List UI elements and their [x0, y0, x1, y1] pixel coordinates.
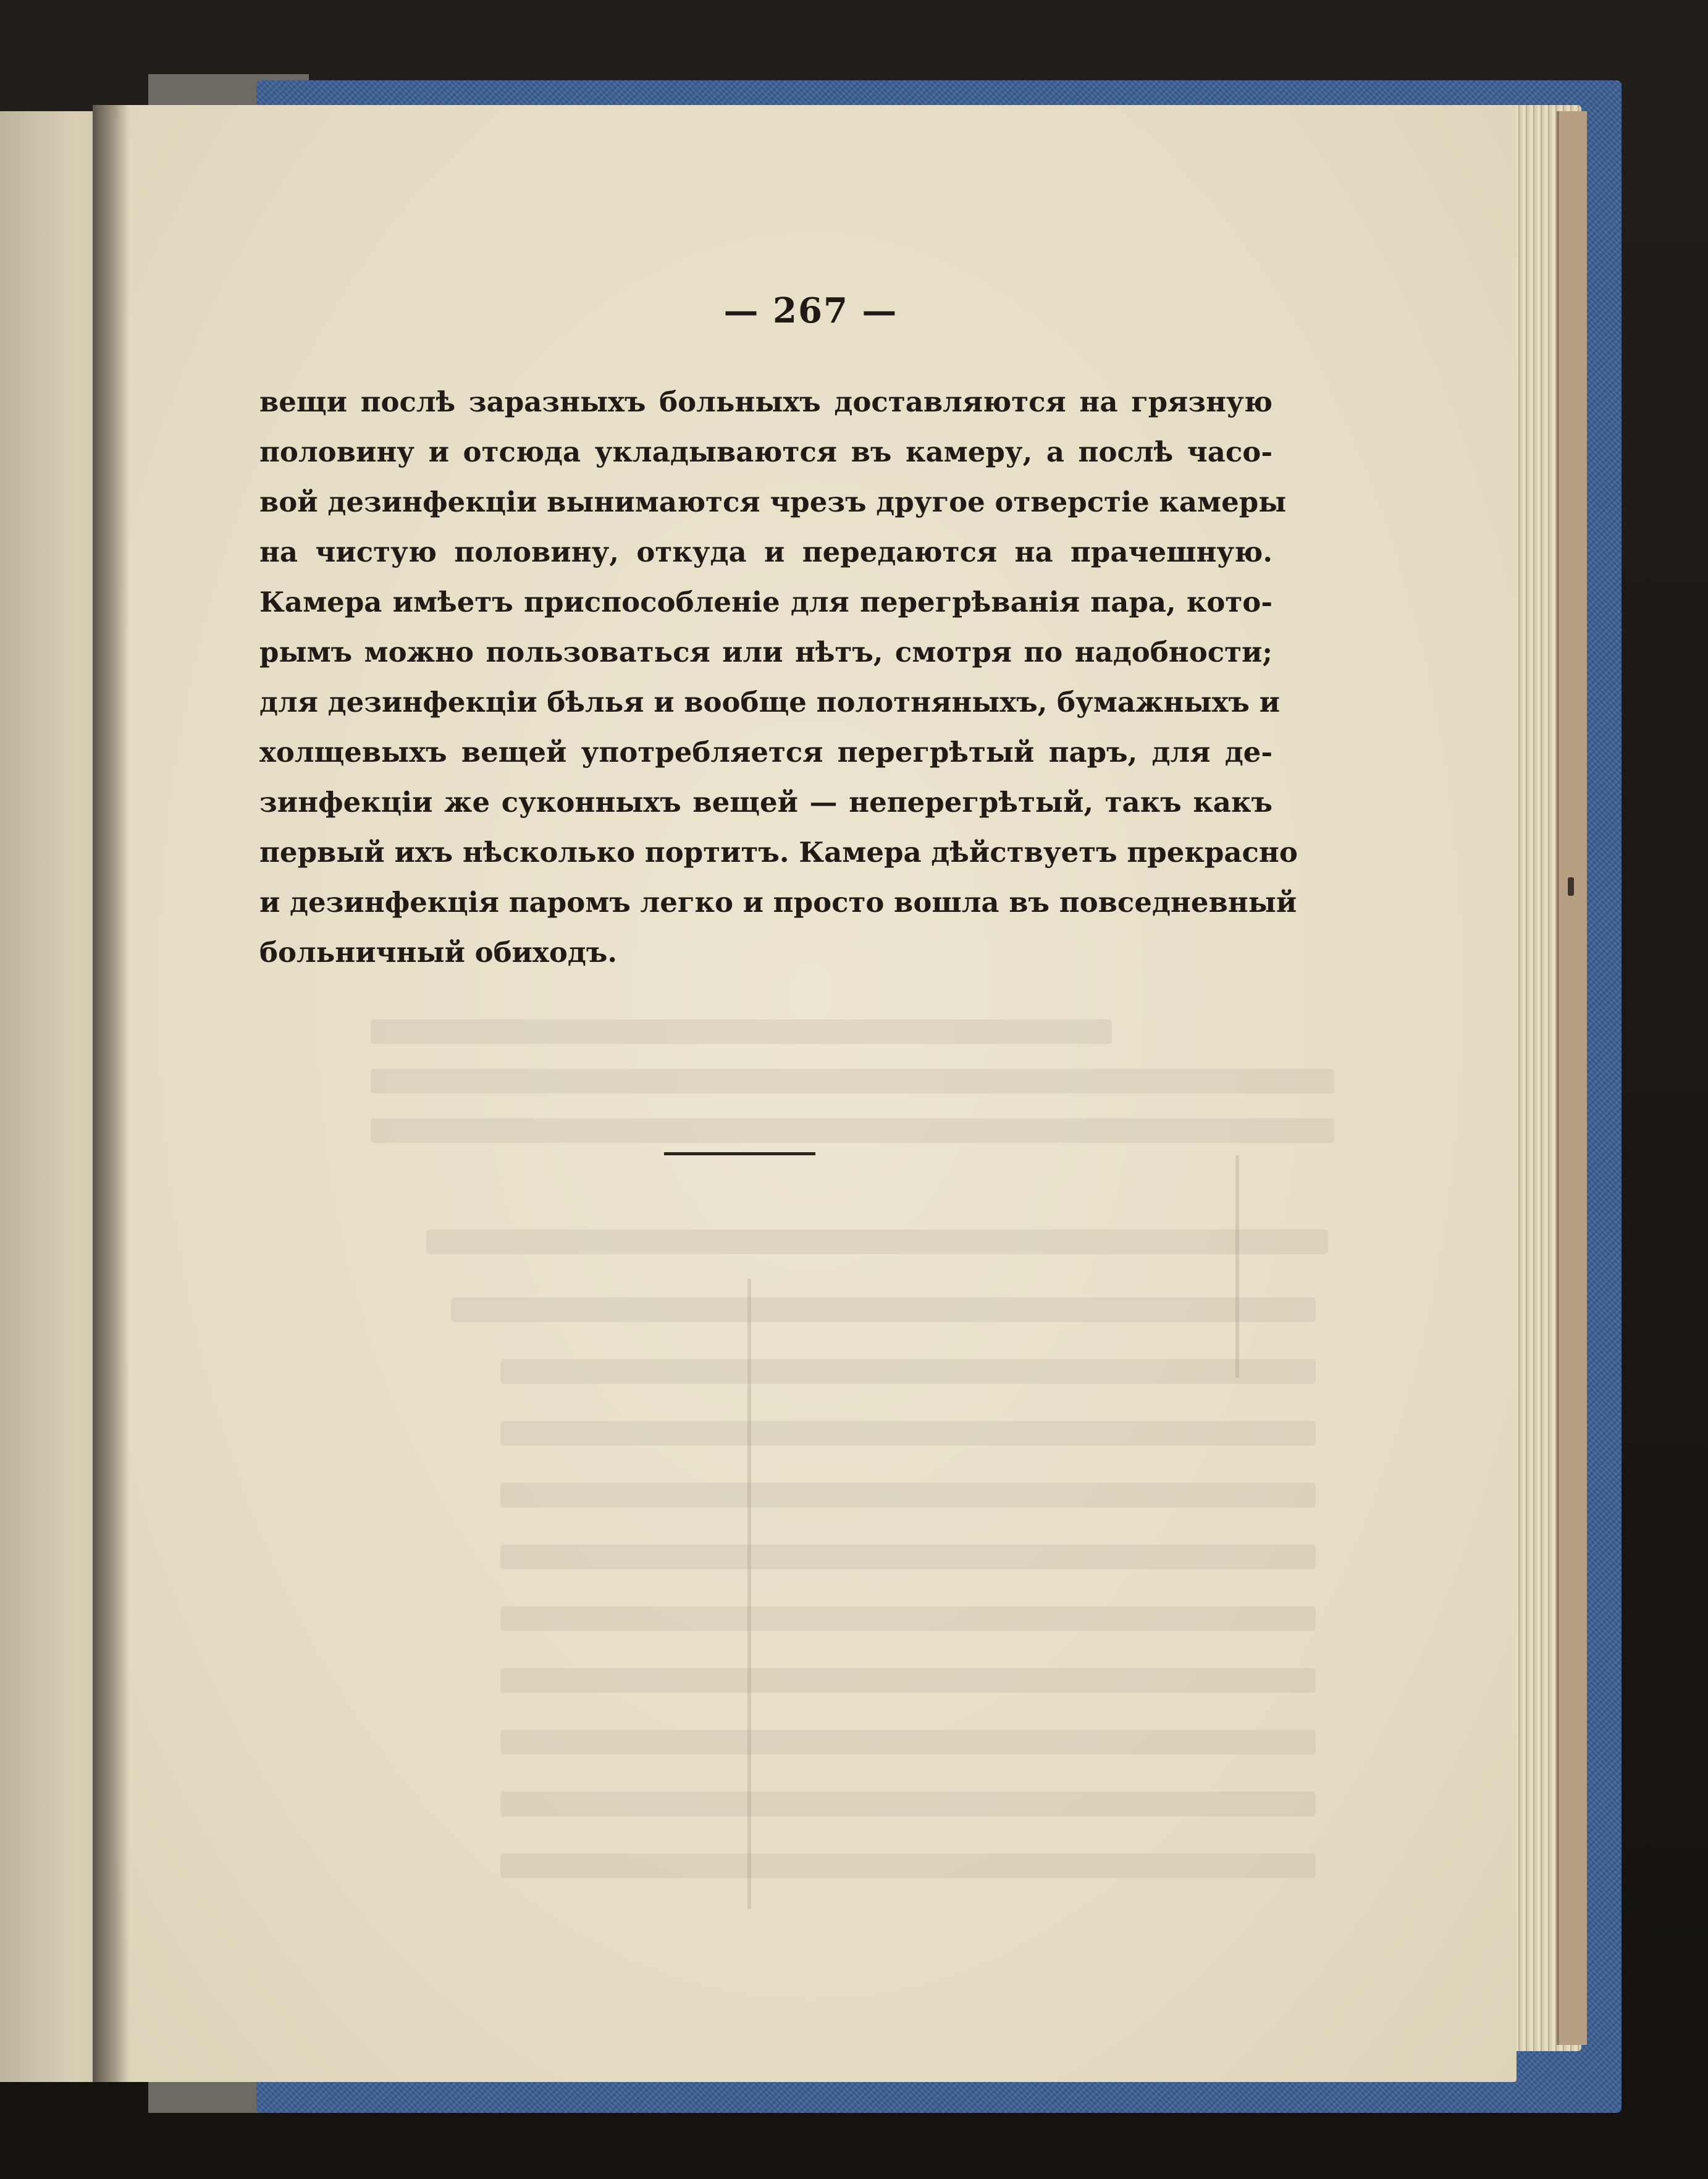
text-line: рымъ можно пользоваться или нѣтъ, смотря по надобности; [259, 636, 1273, 668]
text-line: первый ихъ нѣсколько портитъ. Камера дѣйствуетъ прекрасно [259, 836, 1298, 869]
text-line: на чистую половину, откуда и передаются на прачешную. [259, 536, 1273, 568]
section-rule [664, 1152, 815, 1155]
text-line: зинфекціи же суконныхъ вещей — неперегрѣтый, такъ какъ [259, 786, 1273, 819]
text-line: Камера имѣетъ приспособленіе для перегрѣванія пара, кото- [259, 586, 1273, 618]
text-line: больничный обиходъ. [259, 936, 618, 969]
text-line: вещи послѣ заразныхъ больныхъ доставляются на грязную [259, 386, 1273, 418]
text-line: холщевыхъ вещей употребляется перегрѣтый паръ, для де- [259, 736, 1273, 769]
ink-mark [1568, 877, 1574, 896]
text-line: вой дезинфекціи вынимаются чрезъ другое отверстіе камеры [259, 486, 1287, 518]
board-edge [1557, 111, 1587, 2045]
page-number-header: — 267 — [723, 290, 898, 331]
text-line: для дезинфекціи бѣлья и вообще полотняныхъ, бумажныхъ и [259, 686, 1280, 719]
book-page [105, 105, 1517, 2082]
gutter-shadow [93, 105, 130, 2082]
text-line: и дезинфекція паромъ легко и просто вошла въ повседневный [259, 886, 1297, 919]
body-text [259, 377, 1298, 977]
text-line: половину и отсюда укладываются въ камеру, а послѣ часо- [259, 436, 1273, 468]
